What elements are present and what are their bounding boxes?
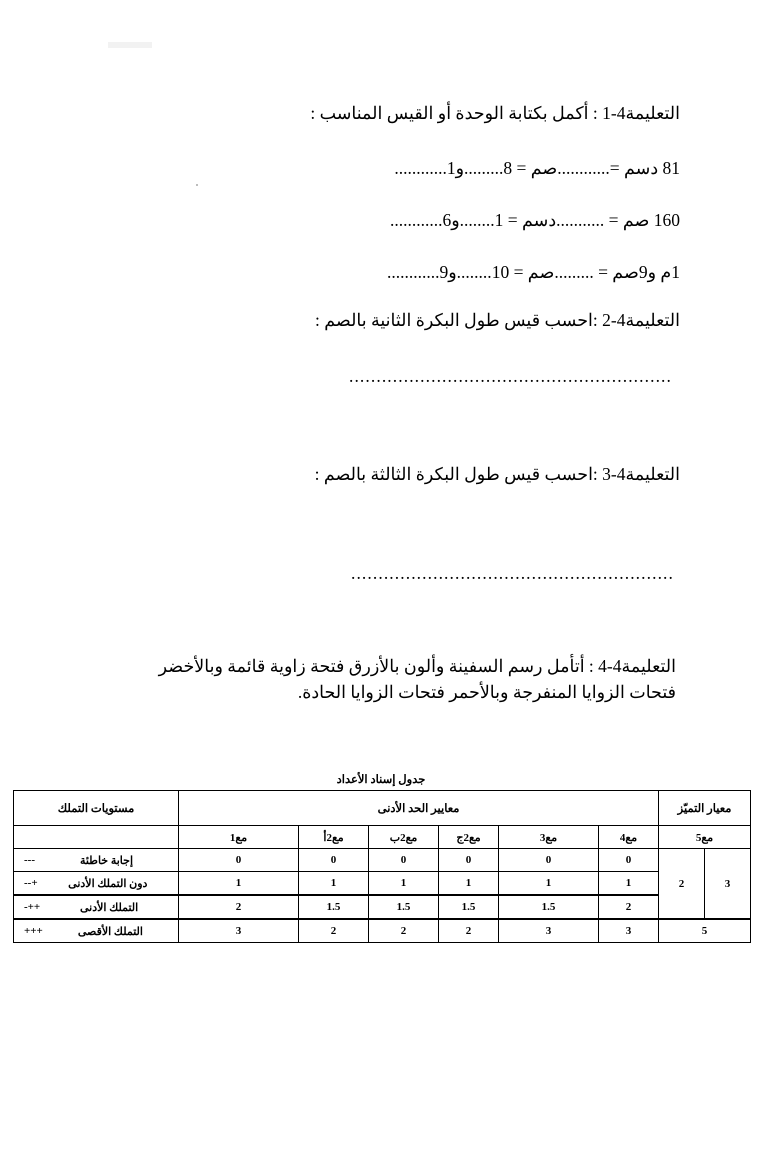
level-symbol-minimum-ownership: ++- <box>24 900 41 913</box>
table-row <box>14 895 751 919</box>
instruction-2-answer-line[interactable]: ........................................................... <box>348 366 672 386</box>
header-ownership-levels: مستويات التملك <box>14 791 179 826</box>
criterion-header-m4: مع4 <box>599 826 659 849</box>
instruction-1-heading: التعليمة4-1 : أكمل بكتابة الوحدة أو القيس المناسب : <box>310 103 680 123</box>
instruction-2-heading: التعليمة4-2 :احسب قيس طول البكرة الثانية بالصم : <box>315 310 680 330</box>
header-minimum-criteria: معايير الحد الأدنى <box>179 791 659 826</box>
cell-r3-m2b: 1.5 <box>369 895 439 919</box>
level-symbol-maximum-ownership: +++ <box>24 924 43 937</box>
table-row <box>14 849 751 872</box>
cell-r3-m4: 2 <box>599 895 659 919</box>
level-label-wrong-answer <box>14 849 179 872</box>
header-excellence-criterion: معيار التميّز <box>659 791 751 826</box>
instruction-3-heading: التعليمة4-3 :احسب قيس طول البكرة الثالثة بالصم : <box>314 464 680 484</box>
cell-r3-m2c: 1.5 <box>439 895 499 919</box>
excellence-value-right: 2 <box>659 849 705 920</box>
table-header-main-row <box>14 791 751 826</box>
excellence-total: 5 <box>659 919 751 943</box>
level-label-minimum-ownership <box>14 895 179 919</box>
instruction-1-equation-2: 160 صم = ...........دسم = 1........و6............ <box>389 210 680 230</box>
cell-r4-m3: 3 <box>499 919 599 943</box>
cell-r4-m2a: 2 <box>299 919 369 943</box>
level-text-minimum-ownership: التملك الأدنى <box>79 901 139 914</box>
cell-r4-m4: 3 <box>599 919 659 943</box>
faint-scan-artifact <box>108 42 152 48</box>
cell-r3-m2a: 1.5 <box>299 895 369 919</box>
cell-r3-m1: 2 <box>179 895 299 919</box>
cell-r4-m2b: 2 <box>369 919 439 943</box>
table-header-criteria-row <box>14 826 751 849</box>
cell-r2-m3: 1 <box>499 872 599 896</box>
instruction-1-equation-3: 1م و9صم = .........صم = 10........و9............ <box>386 262 680 282</box>
criterion-header-m3: مع3 <box>499 826 599 849</box>
cell-r2-m1: 1 <box>179 872 299 896</box>
instruction-4-heading-line-1: التعليمة4-4 : أتأمل رسم السفينة وألون بالأزرق فتحة زاوية قائمة وبالأخضر <box>158 656 676 676</box>
grading-table-title: جدول إسناد الأعداد <box>336 774 426 786</box>
stray-speck <box>196 184 198 186</box>
cell-r1-m1: 0 <box>179 849 299 872</box>
criterion-header-m2c: مع2ج <box>439 826 499 849</box>
excellence-value-left: 3 <box>705 849 751 920</box>
cell-r2-m2b: 1 <box>369 872 439 896</box>
cell-r1-m2b: 0 <box>369 849 439 872</box>
grading-table <box>13 790 751 943</box>
cell-r4-m2c: 2 <box>439 919 499 943</box>
cell-r4-m1: 3 <box>179 919 299 943</box>
criterion-header-m2b: مع2ب <box>369 826 439 849</box>
cell-r1-m2a: 0 <box>299 849 369 872</box>
level-text-below-minimum: دون التملك الأدنى <box>68 877 148 890</box>
level-label-maximum-ownership <box>14 919 179 943</box>
instruction-1-equation-1: 81 دسم =............صم = 8.........و1............ <box>394 158 680 178</box>
level-text-maximum-ownership: التملك الأقصى <box>77 925 143 938</box>
table-row <box>14 872 751 896</box>
instruction-3-answer-line[interactable]: ........................................................... <box>350 563 674 583</box>
instruction-4-heading-line-2: فتحات الزوايا المنفرجة وبالأحمر فتحات الزوايا الحادة. <box>297 682 676 703</box>
criterion-header-m5: مع5 <box>659 826 751 849</box>
level-symbol-below-minimum: +-- <box>24 876 38 889</box>
level-symbol-wrong-answer: --- <box>24 853 35 866</box>
table-row <box>14 919 751 943</box>
cell-r2-m2a: 1 <box>299 872 369 896</box>
level-text-wrong-answer: إجابة خاطئة <box>79 854 134 867</box>
cell-r3-m3: 1.5 <box>499 895 599 919</box>
criterion-header-m1: مع1 <box>179 826 299 849</box>
criteria-levels-spacer <box>14 826 179 849</box>
cell-r2-m4: 1 <box>599 872 659 896</box>
cell-r1-m2c: 0 <box>439 849 499 872</box>
cell-r2-m2c: 1 <box>439 872 499 896</box>
level-label-below-minimum <box>14 872 179 896</box>
criterion-header-m2a: مع2أ <box>299 826 369 849</box>
cell-r1-m4: 0 <box>599 849 659 872</box>
cell-r1-m3: 0 <box>499 849 599 872</box>
